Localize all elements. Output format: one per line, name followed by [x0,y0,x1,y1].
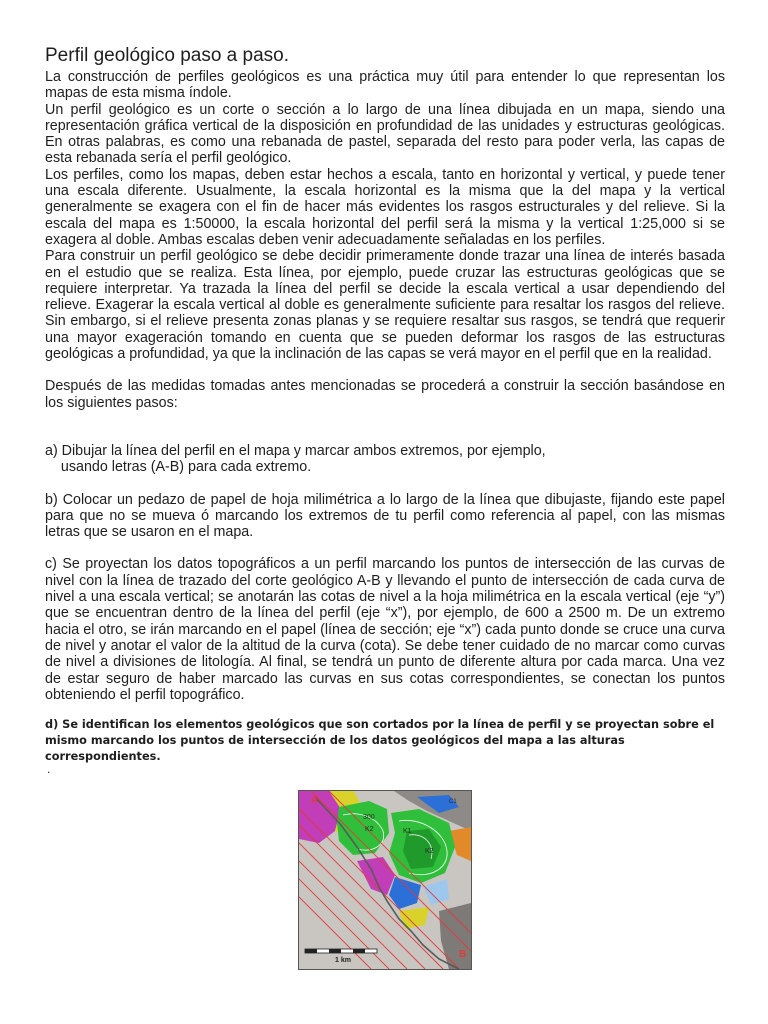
step-c-part-1: c) Se proyectan los datos topográficos a un perfil marcando los puntos de intersección de las curvas de nivel con la línea de trazado del corte geológico A-B y llevando el punto de intersección de cada curva de nivel a una escala vertical; se anotarán [45,556,725,606]
map-label-k1: K1 [403,828,412,835]
map-label-k2-left: K2 [365,826,374,833]
step-c-part-2: las cotas de nivel a la hoja milimétrica en la escala vertical (eje “y”) que se encuentran dentro de la línea del perfil (eje “x”), por ejemplo, de 600 a 2500 m. [45,589,725,622]
stray-dot: . [47,762,51,776]
document-body [45,44,725,765]
map-label-k2-right: K2 [425,848,434,855]
step-c [45,556,725,703]
paragraph-definition: Un perfil geológico es un corte o sección a lo largo de una línea dibujada en un mapa, siendo una representación gráfica vertical de la disposición en profundidad de las unidades y estructuras geológicas. En otras palabras, es como una rebanada de pastel, separada del resto para poder verla, las capas de esta rebanada sería el perfil geológico. [45,101,725,167]
map-label-300: 300 [363,814,375,821]
step-b: b) Colocar un pedazo de papel de hoja milimétrica a lo largo de la línea que dibujaste, fijando este papel para que no se mueva ó marcando los extremos de tu perfil como referencia al papel, con las mismas letras que se usaron en el mapa. [45,491,725,541]
map-label-c1: C1 [449,799,457,805]
paragraph-intro: La construcción de perfiles geológicos es una práctica muy útil para entender lo que representan los mapas de esta misma índole. [45,69,725,102]
step-d: d) Se identifican los elementos geológicos que son cortados por la línea de perfil y se proyectan sobre el mismo marcando los puntos de intersección de los datos geológicos del mapa a las alturas correspondientes. [45,718,715,764]
geologic-map-svg [299,791,471,969]
paragraph-construction: Para construir un perfil geológico se debe decidir primeramente donde trazar una línea de interés basada en el estudio que se realiza. Esta línea, por ejemplo, puede cruzar las estructuras geológicas que se requiere interpretar. Ya trazada la línea del perfil se decide la escala vertical a usar dependiendo del relieve. Exagerar la escala vertical al doble es generalmente suficiente para resaltar los rasgos del relieve. Sin embargo, si el relieve presenta zonas planas y se requiere resaltar sus rasgos, se tendrá que requerir una mayor exageración tomando en cuenta que se pueden deformar los rasgos de las estructuras geológicas a profundidad, ya que la inclinación de las capas se verá mayor en el perfil que en la realidad. [45,248,725,363]
geologic-map-figure [298,790,472,970]
map-scale-label: 1 km [335,957,351,964]
paragraph-scale: Los perfiles, como los mapas, deben estar hechos a escala, tanto en horizontal y vertical, y puede tener una escala diferente. Usualmente, la escala horizontal es la misma que la del mapa y la vertical generalmente se exagera con el fin de hacer más evidentes los rasgos estructurales y del relieve. Si la escala del mapa es 1:50000, la escala horizontal del perfil será la misma y la vertical 1:25,000 si se exagera al doble. Ambas escalas deben venir adecuadamente señaladas en los perfiles. [45,166,725,248]
map-label-a: A [311,795,319,806]
step-c-part-3: De un extremo hacia el otro, se irán marcando en el papel (línea de sección; eje “x”) cada punto donde se cruce una curva de nivel y anotar el valor de la altitud de la curva (cota). Se debe tener cuidado de no marcar como curvas de nivel a divisiones de litología. Al final, se tendrá un punto de diferente altura por cada marca. Una vez de estar seguro de haber marcado las curvas en sus cotas correspondientes, se conectan los puntos obteniendo el perfil topográfico. [45,605,725,703]
step-a-line-1: a) Dibujar la línea del perfil en el mapa y marcar ambos extremos, por ejemplo, [45,442,546,459]
step-a-line-2: usando letras (A-B) para cada extremo. [45,459,312,476]
document-title: Perfil geológico paso a paso. [45,45,289,66]
paragraph-steps-intro: Después de las medidas tomadas antes mencionadas se procederá a construir la sección basándose en los siguientes pasos: [45,378,725,411]
map-label-b: B [459,949,467,960]
